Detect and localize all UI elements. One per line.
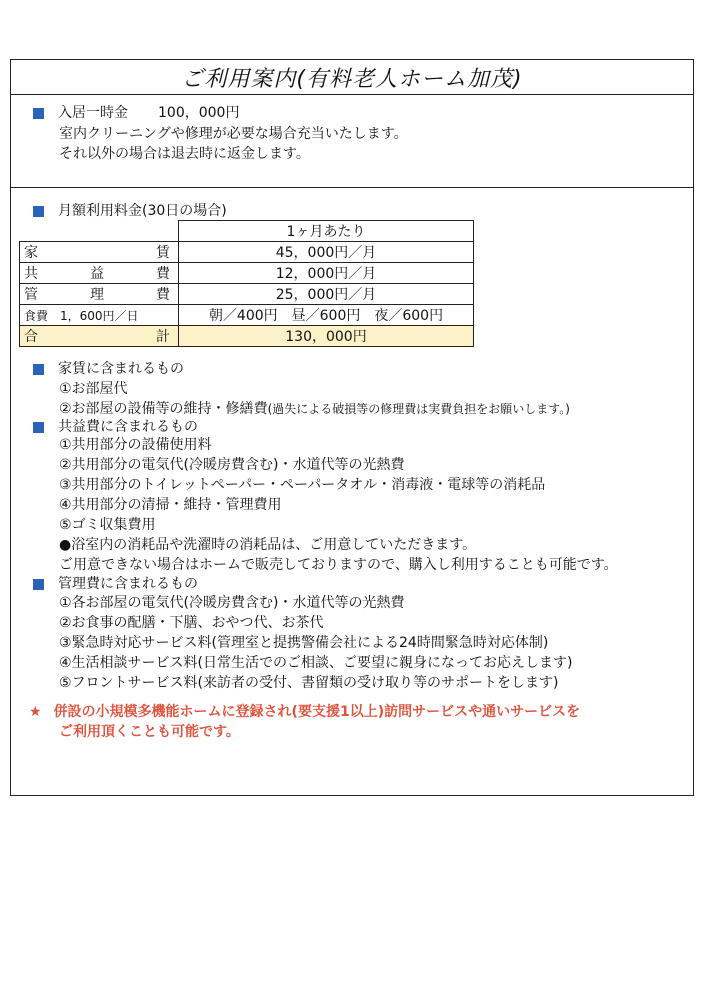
- list-item: ①共用部分の設備使用料: [59, 437, 212, 453]
- monthly-heading-label: 月額利用料金(30日の場合): [58, 203, 227, 219]
- move-in-line-3: それ以外の場合は退去時に返金します。: [59, 146, 310, 162]
- list-item: ①お部屋代: [59, 381, 128, 397]
- table-row: [20, 305, 474, 326]
- list-item: ③共用部分のトイレットペーパー・ペーパータオル・消毒液・電球等の消耗品: [59, 477, 546, 493]
- square-bullet-icon: [33, 579, 44, 590]
- list-item: ②共用部分の電気代(冷暖房費含む)・水道代等の光熱費: [59, 457, 405, 473]
- list-item: ④共用部分の清掃・維持・管理費用: [59, 497, 282, 513]
- total-value: 130，000円: [179, 326, 474, 347]
- table-row: [20, 263, 474, 284]
- table-corner-cell: [20, 221, 179, 242]
- move-in-label: 入居一時金: [58, 105, 128, 121]
- rent-heading: 家賃に含まれるもの: [33, 360, 184, 378]
- row-value: 45，000円／月: [179, 242, 474, 263]
- bullet-note-2: ご用意できない場合はホームで販売しておりますので、購入し利用することも可能です。: [59, 557, 618, 573]
- common-heading: 共益費に含まれるもの: [33, 418, 198, 436]
- mgmt-heading: 管理費に含まれるもの: [33, 575, 198, 593]
- list-item: ⑤ゴミ収集費用: [59, 517, 156, 533]
- bullet-note: ●浴室内の消耗品や洗濯時の消耗品は、ご用意していただきます。: [59, 537, 477, 553]
- table-row: [20, 242, 474, 263]
- list-item: ③緊急時対応サービス料(管理室と提携警備会社による24時間緊急時対応体制): [59, 635, 549, 651]
- row-label: 共 益 費: [20, 263, 179, 284]
- row-value: 12，000円／月: [179, 263, 474, 284]
- move-in-amount: 100，000円: [158, 105, 240, 121]
- monthly-heading: [33, 202, 227, 220]
- service-note-line-2: ご利用頂くことも可能です。: [59, 724, 240, 740]
- monthly-fee-table: [19, 220, 474, 347]
- table-header-row: [20, 221, 474, 242]
- repair-note: (過失による破損等の修理費は実費負担をお願いします。): [267, 402, 570, 416]
- service-note-line-1: ★ 併設の小規模多機能ホームに登録され(要支援1以上)訪問サービスや通いサービスを: [29, 704, 581, 720]
- move-in-section: [11, 94, 693, 188]
- move-in-heading: [33, 104, 239, 122]
- row-label: 家 賃: [20, 242, 179, 263]
- total-label: 合 計: [20, 326, 179, 347]
- row-value: 朝／400円 昼／600円 夜／600円: [179, 305, 474, 326]
- list-item: ②お部屋の設備等の維持・修繕費(過失による破損等の修理費は実費負担をお願いします。): [59, 401, 570, 417]
- row-label: 食費 1，600円／日: [20, 305, 179, 326]
- total-row: [20, 326, 474, 347]
- list-item: ④生活相談サービス料(日常生活でのご相談、ご要望に親身になってお応えします): [59, 655, 573, 671]
- column-header: 1ヶ月あたり: [179, 221, 474, 242]
- square-bullet-icon: [33, 108, 44, 119]
- move-in-line-2: 室内クリーニングや修理が必要な場合充当いたします。: [59, 126, 408, 142]
- list-item: ①各お部屋の電気代(冷暖房費含む)・水道代等の光熱費: [59, 595, 405, 611]
- list-item: ②お食事の配膳・下膳、おやつ代、お茶代: [59, 615, 324, 631]
- row-label: 管 理 費: [20, 284, 179, 305]
- title-bar: [11, 60, 693, 95]
- square-bullet-icon: [33, 206, 44, 217]
- list-item: ⑤フロントサービス料(来訪者の受付、書留類の受け取り等のサポートをします): [59, 675, 559, 691]
- page-title: ご利用案内(有料老人ホーム加茂): [181, 66, 523, 92]
- document-frame: [10, 59, 694, 796]
- square-bullet-icon: [33, 422, 44, 433]
- square-bullet-icon: [33, 364, 44, 375]
- row-value: 25，000円／月: [179, 284, 474, 305]
- table-row: [20, 284, 474, 305]
- star-icon: ★: [29, 704, 42, 720]
